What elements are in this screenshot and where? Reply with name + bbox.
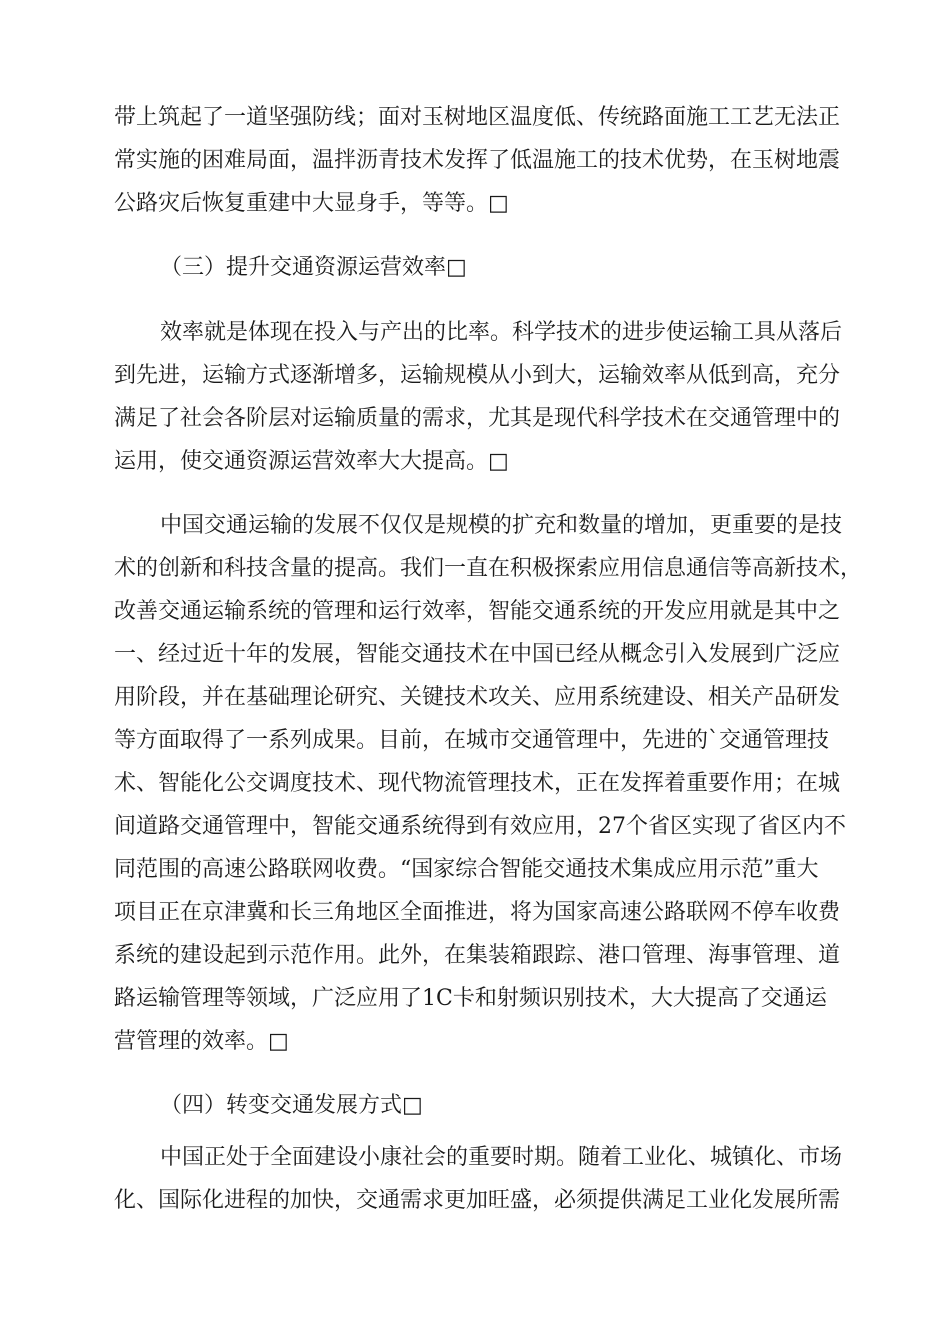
text-line: 一、经过近十年的发展，智能交通技术在中国已经从概念引入发展到广泛应 [114,642,841,667]
text-line: 系统的建设起到示范作用。此外，在集装箱跟踪、港口管理、海事管理、道 [114,943,841,968]
text-line: 同范围的高速公路联网收费。“国家综合智能交通技术集成应用示范”重大 [114,857,819,882]
text-line: 营管理的效率。□ [114,1029,289,1054]
text-line: 术的创新和科技含量的提高。我们一直在积极探索应用信息通信等高新技术， [114,556,863,581]
text-line: 带上筑起了一道坚强防线；面对玉树地区温度低、传统路面施工工艺无法正 [114,105,841,130]
text-line: 改善交通运输系统的管理和运行效率，智能交通系统的开发应用就是其中之 [114,599,841,624]
text-line: 项目正在京津冀和长三角地区全面推进，将为国家高速公路联网不停车收费 [114,900,841,925]
text-line: 用阶段，并在基础理论研究、关键技术攻关、应用系统建设、相关产品研发 [114,685,841,710]
text-line: 间道路交通管理中，智能交通系统得到有效应用，27个省区实现了省区内不 [114,814,846,839]
text-line: 满足了社会各阶层对运输质量的需求，尤其是现代科学技术在交通管理中的 [114,406,841,431]
text-line: 效率就是体现在投入与产出的比率。科学技术的进步使运输工具从落后 [160,320,843,345]
text-line: 到先进，运输方式逐渐增多，运输规模从小到大，运输效率从低到高，充分 [114,363,841,388]
text-line: 路运输管理等领域，广泛应用了1C卡和射频识别技术，大大提高了交通运 [114,986,827,1011]
text-line: 公路灾后恢复重建中大显身手，等等。□ [114,191,509,216]
text-line: 术、智能化公交调度技术、现代物流管理技术，正在发挥着重要作用；在城 [114,771,841,796]
text-line: 中国交通运输的发展不仅仅是规模的扩充和数量的增加，更重要的是技 [160,513,843,538]
text-line: 等方面取得了一系列成果。目前，在城市交通管理中，先进的`交通管理技 [114,728,830,753]
text-line: 化、国际化进程的加快，交通需求更加旺盛，必须提供满足工业化发展所需 [114,1188,841,1213]
text-line: 运用，使交通资源运营效率大大提高。□ [114,449,509,474]
text-line: 常实施的困难局面，温拌沥青技术发挥了低温施工的技术优势，在玉树地震 [114,148,841,173]
section-heading: （四）转变交通发展方式□ [160,1093,423,1118]
text-line: 中国正处于全面建设小康社会的重要时期。随着工业化、城镇化、市场 [160,1145,843,1170]
section-heading: （三）提升交通资源运营效率□ [160,255,467,280]
